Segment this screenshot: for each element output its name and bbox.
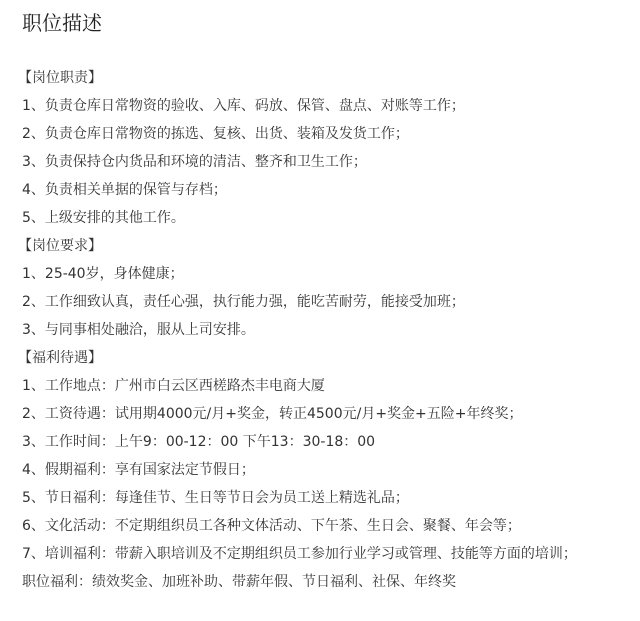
duty-item: 3、负责保持仓内货品和环境的清洁、整齐和卫生工作； bbox=[22, 154, 367, 170]
duty-item: 1、负责仓库日常物资的验收、入库、码放、保管、盘点、对账等工作； bbox=[22, 98, 465, 114]
benefit-item: 6、文化活动：不定期组织员工各种文体活动、下午茶、生日会、聚餐、年会等； bbox=[22, 518, 521, 534]
job-description-body bbox=[18, 64, 632, 596]
duty-item: 2、负责仓库日常物资的拣选、复核、出货、装箱及发货工作； bbox=[22, 126, 409, 142]
benefit-item: 7、培训福利：带薪入职培训及不定期组织员工参加行业学习或管理、技能等方面的培训； bbox=[22, 546, 577, 562]
duty-item: 5、上级安排的其他工作。 bbox=[22, 210, 185, 226]
section-heading-benefits: 【福利待遇】 bbox=[18, 350, 102, 366]
benefit-item: 5、节日福利：每逢佳节、生日等节日会为员工送上精选礼品； bbox=[22, 490, 409, 506]
section-heading-requirements: 【岗位要求】 bbox=[18, 238, 102, 254]
duty-item: 4、负责相关单据的保管与存档； bbox=[22, 182, 227, 198]
requirement-item: 3、与同事相处融洽，服从上司安排。 bbox=[22, 322, 255, 338]
section-heading-duties: 【岗位职责】 bbox=[18, 70, 102, 86]
benefit-item: 4、假期福利：享有国家法定节假日； bbox=[22, 462, 255, 478]
position-benefits-summary: 职位福利：绩效奖金、加班补助、带薪年假、节日福利、社保、年终奖 bbox=[22, 574, 456, 590]
benefit-item: 2、工资待遇：试用期4000元/月+奖金，转正4500元/月+奖金+五险+年终奖； bbox=[22, 406, 523, 422]
benefit-item: 3、工作时间：上午9：00-12：00 下午13：30-18：00 bbox=[22, 434, 376, 450]
benefit-item: 1、工作地点：广州市白云区西槎路杰丰电商大厦 bbox=[22, 378, 325, 394]
requirement-item: 2、工作细致认真，责任心强，执行能力强，能吃苦耐劳，能接受加班； bbox=[22, 294, 465, 310]
requirement-item: 1、25-40岁，身体健康； bbox=[22, 266, 184, 282]
page-title: 职位描述 bbox=[22, 11, 102, 35]
